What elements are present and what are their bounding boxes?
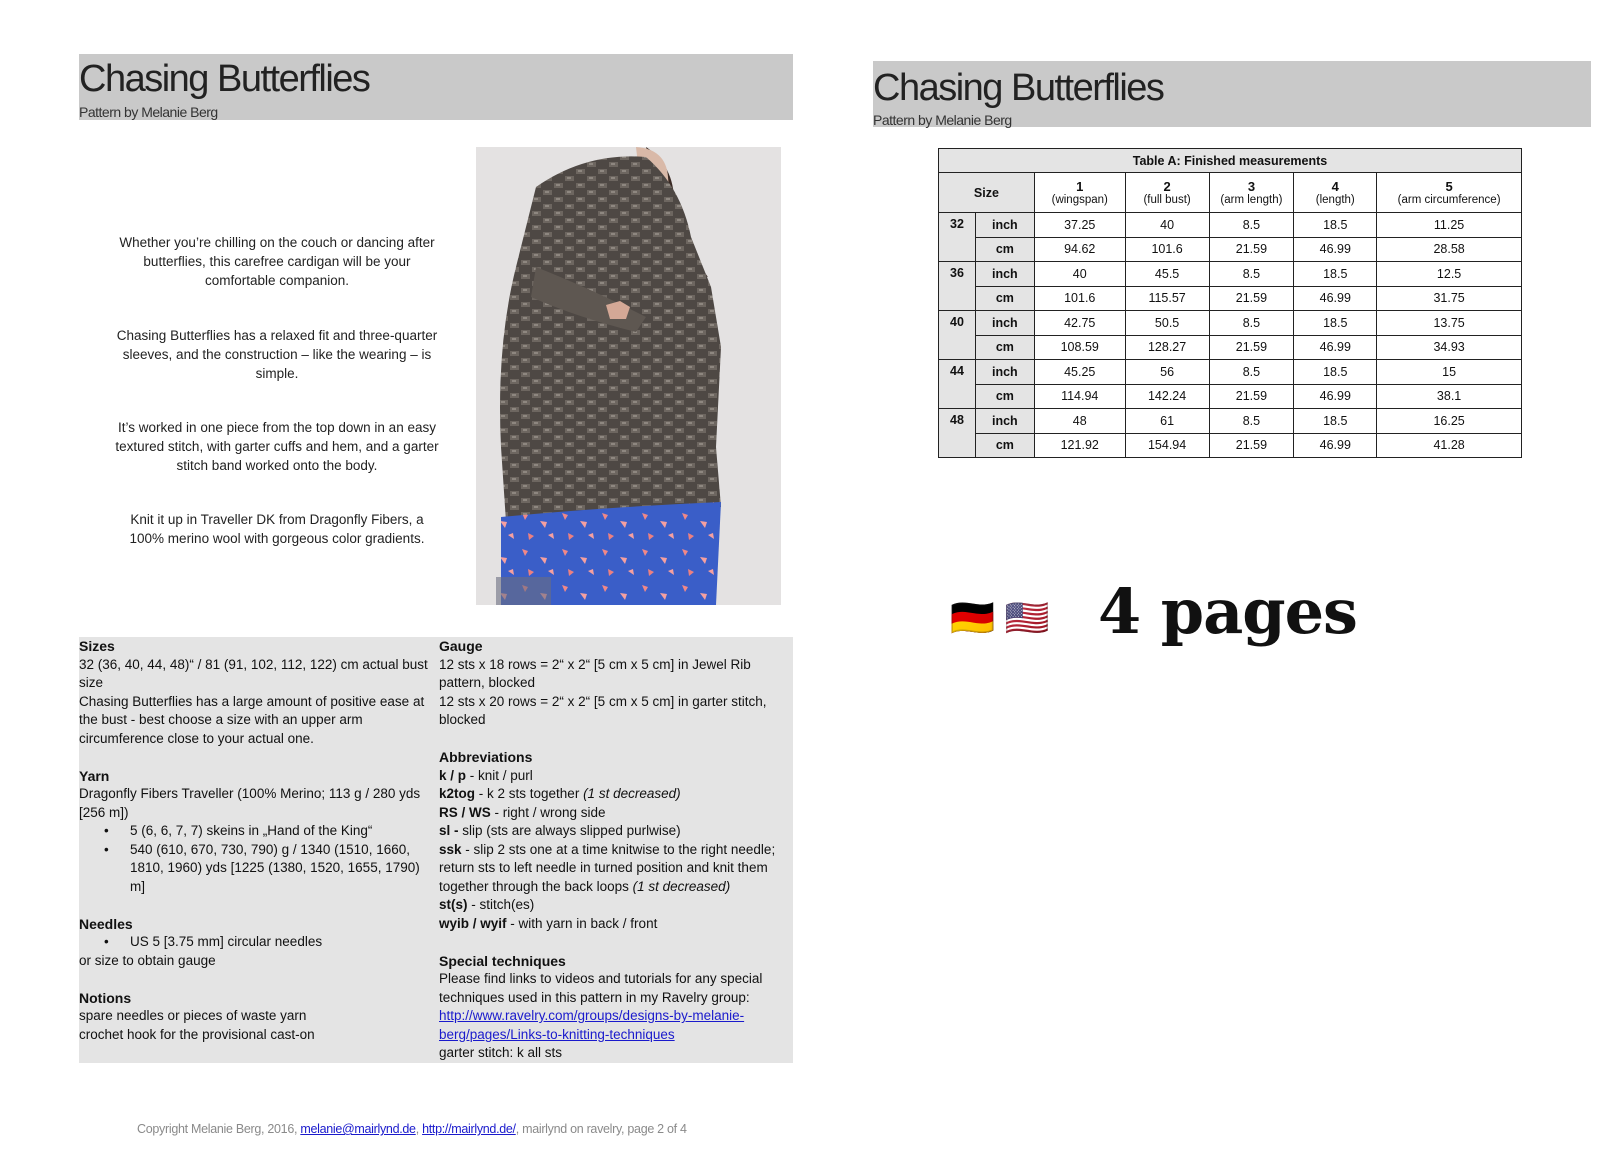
value-cell: 154.94 <box>1125 433 1209 458</box>
table-row <box>939 433 1522 458</box>
abbr-ssk: ssk - slip 2 sts one at a time knitwise to the right needle; return sts to left needle in turned position and knit them together through the back loops (1 st decreased) <box>439 841 776 894</box>
abbr-kp: k / p - knit / purl <box>439 767 533 783</box>
unit-cell: cm <box>975 433 1034 458</box>
value-cell: 40 <box>1034 262 1125 287</box>
value-cell: 115.57 <box>1125 286 1209 311</box>
value-cell: 8.5 <box>1209 262 1294 287</box>
page-footer: Copyright Melanie Berg, 2016, melanie@mairlynd.de, http://mairlynd.de/, mairlynd on ravelry, page 2 of 4 <box>137 1122 687 1136</box>
value-cell: 48 <box>1034 409 1125 434</box>
value-cell: 18.5 <box>1294 262 1377 287</box>
gauge-heading: Gauge <box>439 638 483 654</box>
value-cell: 128.27 <box>1125 335 1209 360</box>
value-cell: 18.5 <box>1294 311 1377 336</box>
table-row <box>939 360 1522 385</box>
needles-heading: Needles <box>79 915 133 932</box>
table-header-row <box>939 173 1522 213</box>
unit-cell: cm <box>975 237 1034 262</box>
value-cell: 121.92 <box>1034 433 1125 458</box>
language-flags: 🇩🇪 🇺🇸 <box>950 597 1050 638</box>
table-row <box>939 213 1522 238</box>
unit-cell: cm <box>975 384 1034 409</box>
value-cell: 21.59 <box>1209 237 1294 262</box>
value-cell: 16.25 <box>1377 409 1522 434</box>
yarn-text: Dragonfly Fibers Traveller (100% Merino; 113 g / 280 yds [256 m]) <box>79 786 421 820</box>
table-row <box>939 335 1522 360</box>
table-row <box>939 237 1522 262</box>
notions-heading: Notions <box>79 989 132 1006</box>
value-cell: 18.5 <box>1294 409 1377 434</box>
website-link[interactable]: http://mairlynd.de/ <box>422 1122 516 1136</box>
needles-bullet: • US 5 [3.75 mm] circular needles <box>79 933 429 952</box>
value-cell: 46.99 <box>1294 286 1377 311</box>
value-cell: 46.99 <box>1294 237 1377 262</box>
left-title-bar <box>79 54 793 120</box>
value-cell: 114.94 <box>1034 384 1125 409</box>
value-cell: 45.5 <box>1125 262 1209 287</box>
value-cell: 11.25 <box>1377 213 1522 238</box>
unit-cell: inch <box>975 311 1034 336</box>
value-cell: 21.59 <box>1209 384 1294 409</box>
value-cell: 18.5 <box>1294 213 1377 238</box>
value-cell: 18.5 <box>1294 360 1377 385</box>
right-title-bar <box>873 61 1591 127</box>
value-cell: 61 <box>1125 409 1209 434</box>
value-cell: 12.5 <box>1377 262 1522 287</box>
finished-measurements-table <box>938 148 1522 458</box>
abbr-rsws: RS / WS - right / wrong side <box>439 804 606 820</box>
gauge-line-2: 12 sts x 20 rows = 2“ x 2“ [5 cm x 5 cm] in garter stitch, blocked <box>439 693 767 727</box>
size-cell: 40 <box>939 311 976 360</box>
bullet-icon: • <box>104 823 109 838</box>
abbr-k2tog: k2tog - k 2 sts together (1 st decreased) <box>439 786 681 801</box>
notions-line-1: spare needles or pieces of waste yarn <box>79 1008 307 1023</box>
gauge-line-1: 12 sts x 18 rows = 2“ x 2“ [5 cm x 5 cm] in Jewel Rib pattern, blocked <box>439 656 751 690</box>
bullet-icon: • <box>104 841 109 857</box>
table-row <box>939 409 1522 434</box>
abbreviations-heading: Abbreviations <box>439 749 533 765</box>
special-techniques-text: Please find links to videos and tutorials for any special techniques used in this pattern in my Ravelry group: <box>439 971 763 1005</box>
table-row <box>939 286 1522 311</box>
value-cell: 94.62 <box>1034 237 1125 262</box>
unit-cell: inch <box>975 409 1034 434</box>
page-subtitle: Pattern by Melanie Berg <box>79 104 218 120</box>
value-cell: 8.5 <box>1209 409 1294 434</box>
value-cell: 142.24 <box>1125 384 1209 409</box>
unit-cell: inch <box>975 213 1034 238</box>
abbr-wyib: wyib / wyif - with yarn in back / front <box>439 915 658 931</box>
unit-cell: cm <box>975 335 1034 360</box>
page-title: Chasing Butterflies <box>79 58 370 100</box>
value-cell: 46.99 <box>1294 433 1377 458</box>
intro-paragraph-2: Chasing Butterflies has a relaxed fit and three-quarter sleeves, and the construction – like the wearing – is simple. <box>116 328 438 381</box>
value-cell: 28.58 <box>1377 237 1522 262</box>
needles-text: or size to obtain gauge <box>79 952 216 968</box>
table-row <box>939 311 1522 336</box>
value-cell: 8.5 <box>1209 360 1294 385</box>
table-row <box>939 384 1522 409</box>
column-header: 5 (arm circumference) <box>1377 173 1522 213</box>
page-title: Chasing Butterflies <box>873 67 1164 109</box>
yarn-bullet-1: • 5 (6, 6, 7, 7) skeins in „Hand of the King“ <box>79 822 429 841</box>
table-row <box>939 262 1522 287</box>
sizes-line-1: 32 (36, 40, 44, 48)“ / 81 (91, 102, 112, 122) cm actual bust size <box>79 656 428 690</box>
special-techniques-heading: Special techniques <box>439 952 566 969</box>
pattern-details-box <box>79 637 793 1063</box>
value-cell: 46.99 <box>1294 335 1377 360</box>
cardigan-photo <box>476 147 781 605</box>
ravelry-techniques-link[interactable]: http://www.ravelry.com/groups/designs-by-melanie-berg/pages/Links-to-knitting-techniques <box>439 1008 745 1042</box>
sizes-heading: Sizes <box>79 638 115 654</box>
value-cell: 46.99 <box>1294 384 1377 409</box>
abbr-sts: st(s) - stitch(es) <box>439 897 535 912</box>
value-cell: 21.59 <box>1209 335 1294 360</box>
value-cell: 40 <box>1125 213 1209 238</box>
value-cell: 41.28 <box>1377 433 1522 458</box>
intro-paragraph-4: Knit it up in Traveller DK from Dragonfly Fibers, a 100% merino wool with gorgeous color gradients. <box>129 512 425 546</box>
unit-cell: cm <box>975 286 1034 311</box>
size-cell: 48 <box>939 409 976 458</box>
abbr-sl: sl - slip (sts are always slipped purlwise) <box>439 823 681 838</box>
garter-stitch-note: garter stitch: k all sts <box>439 1045 563 1060</box>
page-count-label: 4 pages <box>1098 575 1357 648</box>
notions-line-2: crochet hook for the provisional cast-on <box>79 1026 315 1042</box>
value-cell: 45.25 <box>1034 360 1125 385</box>
size-cell: 36 <box>939 262 976 311</box>
unit-cell: inch <box>975 360 1034 385</box>
column-header: 3 (arm length) <box>1209 173 1294 213</box>
table-caption: Table A: Finished measurements <box>939 149 1522 173</box>
value-cell: 101.6 <box>1125 237 1209 262</box>
page-subtitle: Pattern by Melanie Berg <box>873 112 1012 128</box>
intro-paragraph-3: It’s worked in one piece from the top down in an easy textured stitch, with garter cuffs and hem, and a garter stitch band worked onto the body. <box>115 420 439 473</box>
value-cell: 21.59 <box>1209 433 1294 458</box>
unit-cell: inch <box>975 262 1034 287</box>
column-header: 2 (full bust) <box>1125 173 1209 213</box>
details-right-column <box>439 637 791 1063</box>
yarn-heading: Yarn <box>79 767 110 784</box>
value-cell: 42.75 <box>1034 311 1125 336</box>
yarn-bullet-2: • 540 (610, 670, 730, 790) g / 1340 (1510, 1660, 1810, 1960) yds [1225 (1380, 1520, 1655, 1790) m] <box>104 841 420 894</box>
intro-paragraph-1: Whether you’re chilling on the couch or dancing after butterflies, this carefree cardigan will be your comfortable companion. <box>119 235 435 288</box>
size-cell: 44 <box>939 360 976 409</box>
value-cell: 15 <box>1377 360 1522 385</box>
value-cell: 101.6 <box>1034 286 1125 311</box>
value-cell: 31.75 <box>1377 286 1522 311</box>
value-cell: 56 <box>1125 360 1209 385</box>
column-header: 4 (length) <box>1294 173 1377 213</box>
email-link[interactable]: melanie@mairlynd.de <box>300 1122 416 1136</box>
column-header: 1 (wingspan) <box>1034 173 1125 213</box>
value-cell: 37.25 <box>1034 213 1125 238</box>
size-header: Size <box>939 173 1035 213</box>
bullet-icon: • <box>104 934 109 949</box>
value-cell: 8.5 <box>1209 311 1294 336</box>
value-cell: 38.1 <box>1377 384 1522 409</box>
value-cell: 34.93 <box>1377 335 1522 360</box>
value-cell: 13.75 <box>1377 311 1522 336</box>
value-cell: 21.59 <box>1209 286 1294 311</box>
details-left-column <box>79 637 429 1044</box>
sizes-line-2: Chasing Butterflies has a large amount of positive ease at the bust - best choose a size with an upper arm circumference close to your actual one. <box>79 693 425 746</box>
value-cell: 8.5 <box>1209 213 1294 238</box>
value-cell: 50.5 <box>1125 311 1209 336</box>
value-cell: 108.59 <box>1034 335 1125 360</box>
size-cell: 32 <box>939 213 976 262</box>
